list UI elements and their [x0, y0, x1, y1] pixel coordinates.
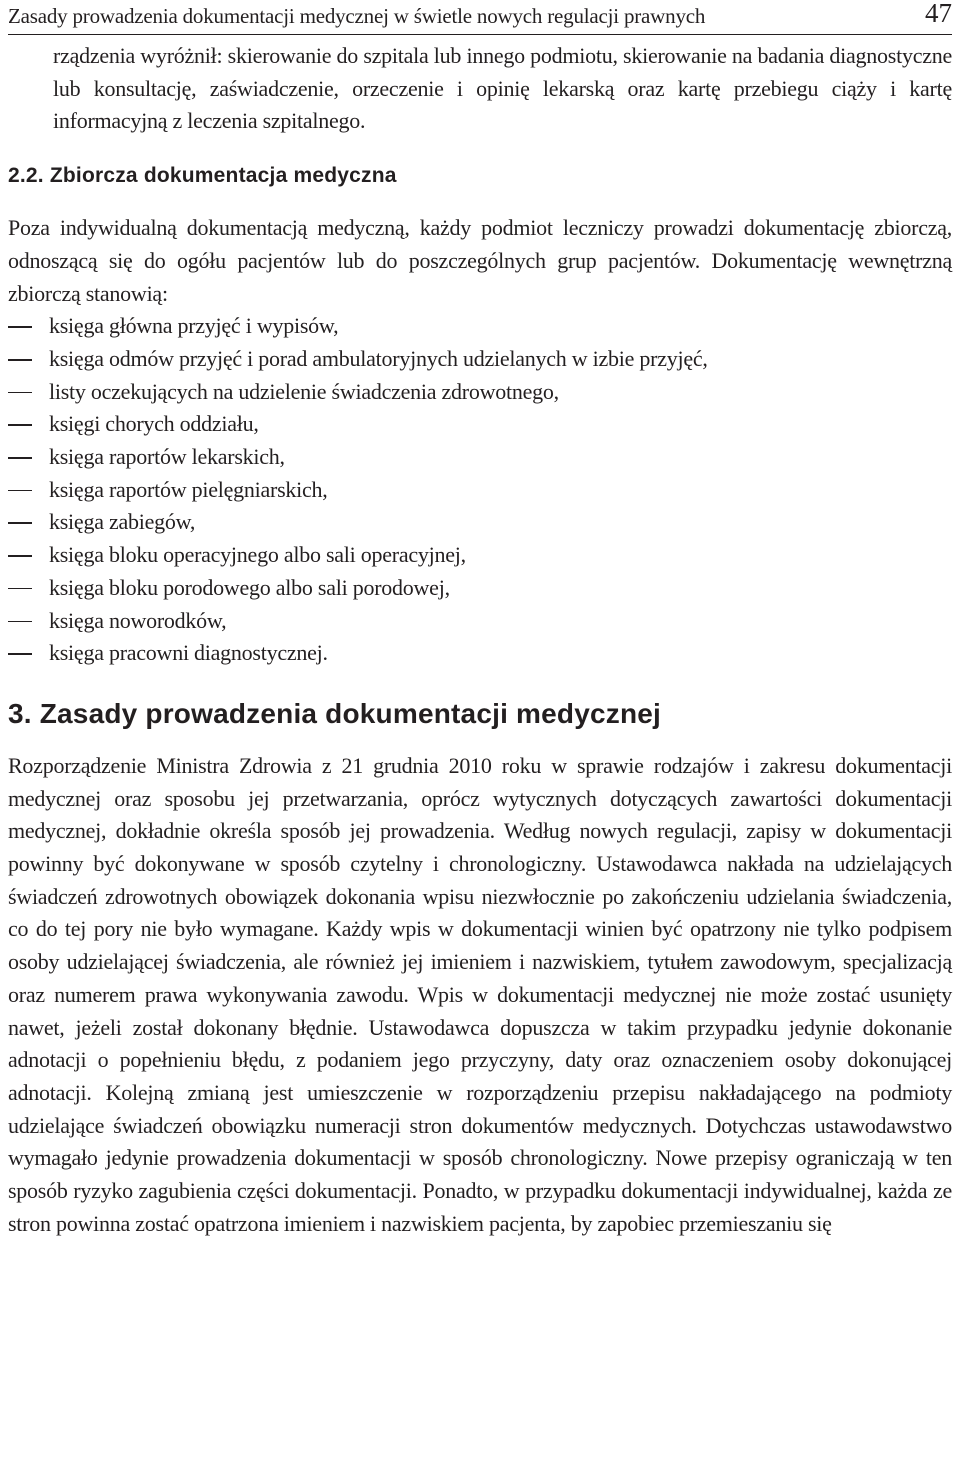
section-2-2-heading: 2.2. Zbiorcza dokumentacja medyczna: [8, 164, 397, 188]
dash-bullet: [8, 359, 32, 361]
dash-bullet: [8, 621, 32, 623]
dash-bullet: [8, 653, 32, 655]
dash-bullet: [8, 588, 32, 590]
list-item: [8, 637, 952, 670]
list-item: [8, 343, 952, 376]
section-3-paragraph: Rozporządzenie Ministra Zdrowia z 21 grudnia 2010 roku w sprawie rodzajów i zakresu dokumentacji medycznej oraz sposobu jej przetwarzania, oprócz wytycznych dotyczących zawartości dokumentacji medycznej, dokładnie określa sposób jej prowadzenia. Według nowych regulacji, zapisy w dokumentacji powinny być dokonywane w sposób czytelny i chronologiczny. Ustawodawca nakłada na udzielających świadczeń zdrowotnych obowiązek dokonania wpisu niezwłocznie po zakończeniu udzielania świadczenia, co do tej pory nie było wymagane. Każdy wpis w dokumentacji winien być opatrzony nie tylko podpisem osoby udzielającej świadczenia, ale również jej imieniem i nazwiskiem, tytułem zawodowym, specjalizacją oraz numerem prawa wykonywania zawodu. Wpis w dokumentacji medycznej nie może zostać usunięty nawet, jeżeli został dokonany błędnie. Ustawodawca dopuszcza w takim przypadku jedynie dokonanie adnotacji o popełnieniu błędu, z podaniem jego przyczyny, daty oraz oznaczeniem osoby dokonującej adnotacji. Kolejną zmianą jest umieszczenie w rozporządzeniu przepisu nakładającego na podmioty udzielające świadczeń obowiązku numeracji stron dokumentów medycznych. Dotychczas ustawodawstwo wymagało jedynie prowadzenia dokumentacji w sposób chronologiczny. Nowe przepisy ograniczają w ten sposób ryzyko zagubienia części dokumentacji. Ponadto, w przypadku dokumentacji indywidualnej, każda ze stron powinna zostać opatrzona imieniem i nazwiskiem pacjenta, by zapobiec przemieszaniu się: [8, 752, 952, 1236]
list-item-text: księga główna przyjęć i wypisów,: [49, 313, 339, 339]
list-item: [8, 605, 952, 638]
section-2-2-paragraph: Poza indywidualną dokumentacją medyczną, każdy podmiot leczniczy prowadzi dokumentację zbiorczą, odnoszącą się do ogółu pacjentów lub do poszczególnych grup pacjentów. Dokumentację wewnętrzną zbiorczą stanowią:: [8, 215, 952, 306]
dash-bullet: [8, 326, 32, 328]
dash-bullet: [8, 555, 32, 557]
dash-bullet: [8, 424, 32, 426]
list-item: [8, 474, 952, 507]
list-item-text: księga raportów lekarskich,: [49, 444, 285, 470]
section-3-heading: 3. Zasady prowadzenia dokumentacji medycznej: [8, 697, 662, 729]
list-item: [8, 572, 952, 605]
list-item-text: księga zabiegów,: [49, 509, 196, 535]
dash-bullet: [8, 490, 32, 492]
list-item-text: księgi chorych oddziału,: [49, 411, 259, 437]
list-item: [8, 408, 952, 441]
intro-paragraph: rządzenia wyróżnił: skierowanie do szpitala lub innego podmiotu, skierowanie na badania diagnostyczne lub konsultację, zaświadczenie, orzeczenie i opinię lekarską oraz kartę przebiegu ciąży i kartę informacyjną z leczenia szpitalnego.: [53, 43, 952, 134]
list-item-text: księga pracowni diagnostycznej.: [49, 640, 328, 666]
list-item-text: księga bloku operacyjnego albo sali operacyjnej,: [49, 542, 466, 568]
running-header-title: Zasady prowadzenia dokumentacji medycznej w świetle nowych regulacji prawnych: [8, 4, 706, 28]
list-item-text: listy oczekujących na udzielenie świadczenia zdrowotnego,: [49, 378, 559, 404]
list-item: [8, 506, 952, 539]
page-body: [8, 40, 952, 1241]
dash-bullet: [8, 392, 32, 394]
list-item: [8, 310, 952, 343]
list-item-text: księga noworodków,: [49, 607, 227, 633]
running-header: [8, 0, 952, 35]
list-item: [8, 441, 952, 474]
list-item-text: księga odmów przyjęć i porad ambulatoryjnych udzielanych w izbie przyjęć,: [49, 345, 708, 371]
list-item: [8, 539, 952, 572]
dash-bullet: [8, 457, 32, 459]
list-item-text: księga raportów pielęgniarskich,: [49, 476, 328, 502]
list-item: [8, 376, 952, 409]
list-item-text: księga bloku porodowego albo sali porodowej,: [49, 574, 450, 600]
collective-documentation-list: [8, 310, 952, 670]
page-number: 47: [925, 0, 952, 28]
dash-bullet: [8, 522, 32, 524]
